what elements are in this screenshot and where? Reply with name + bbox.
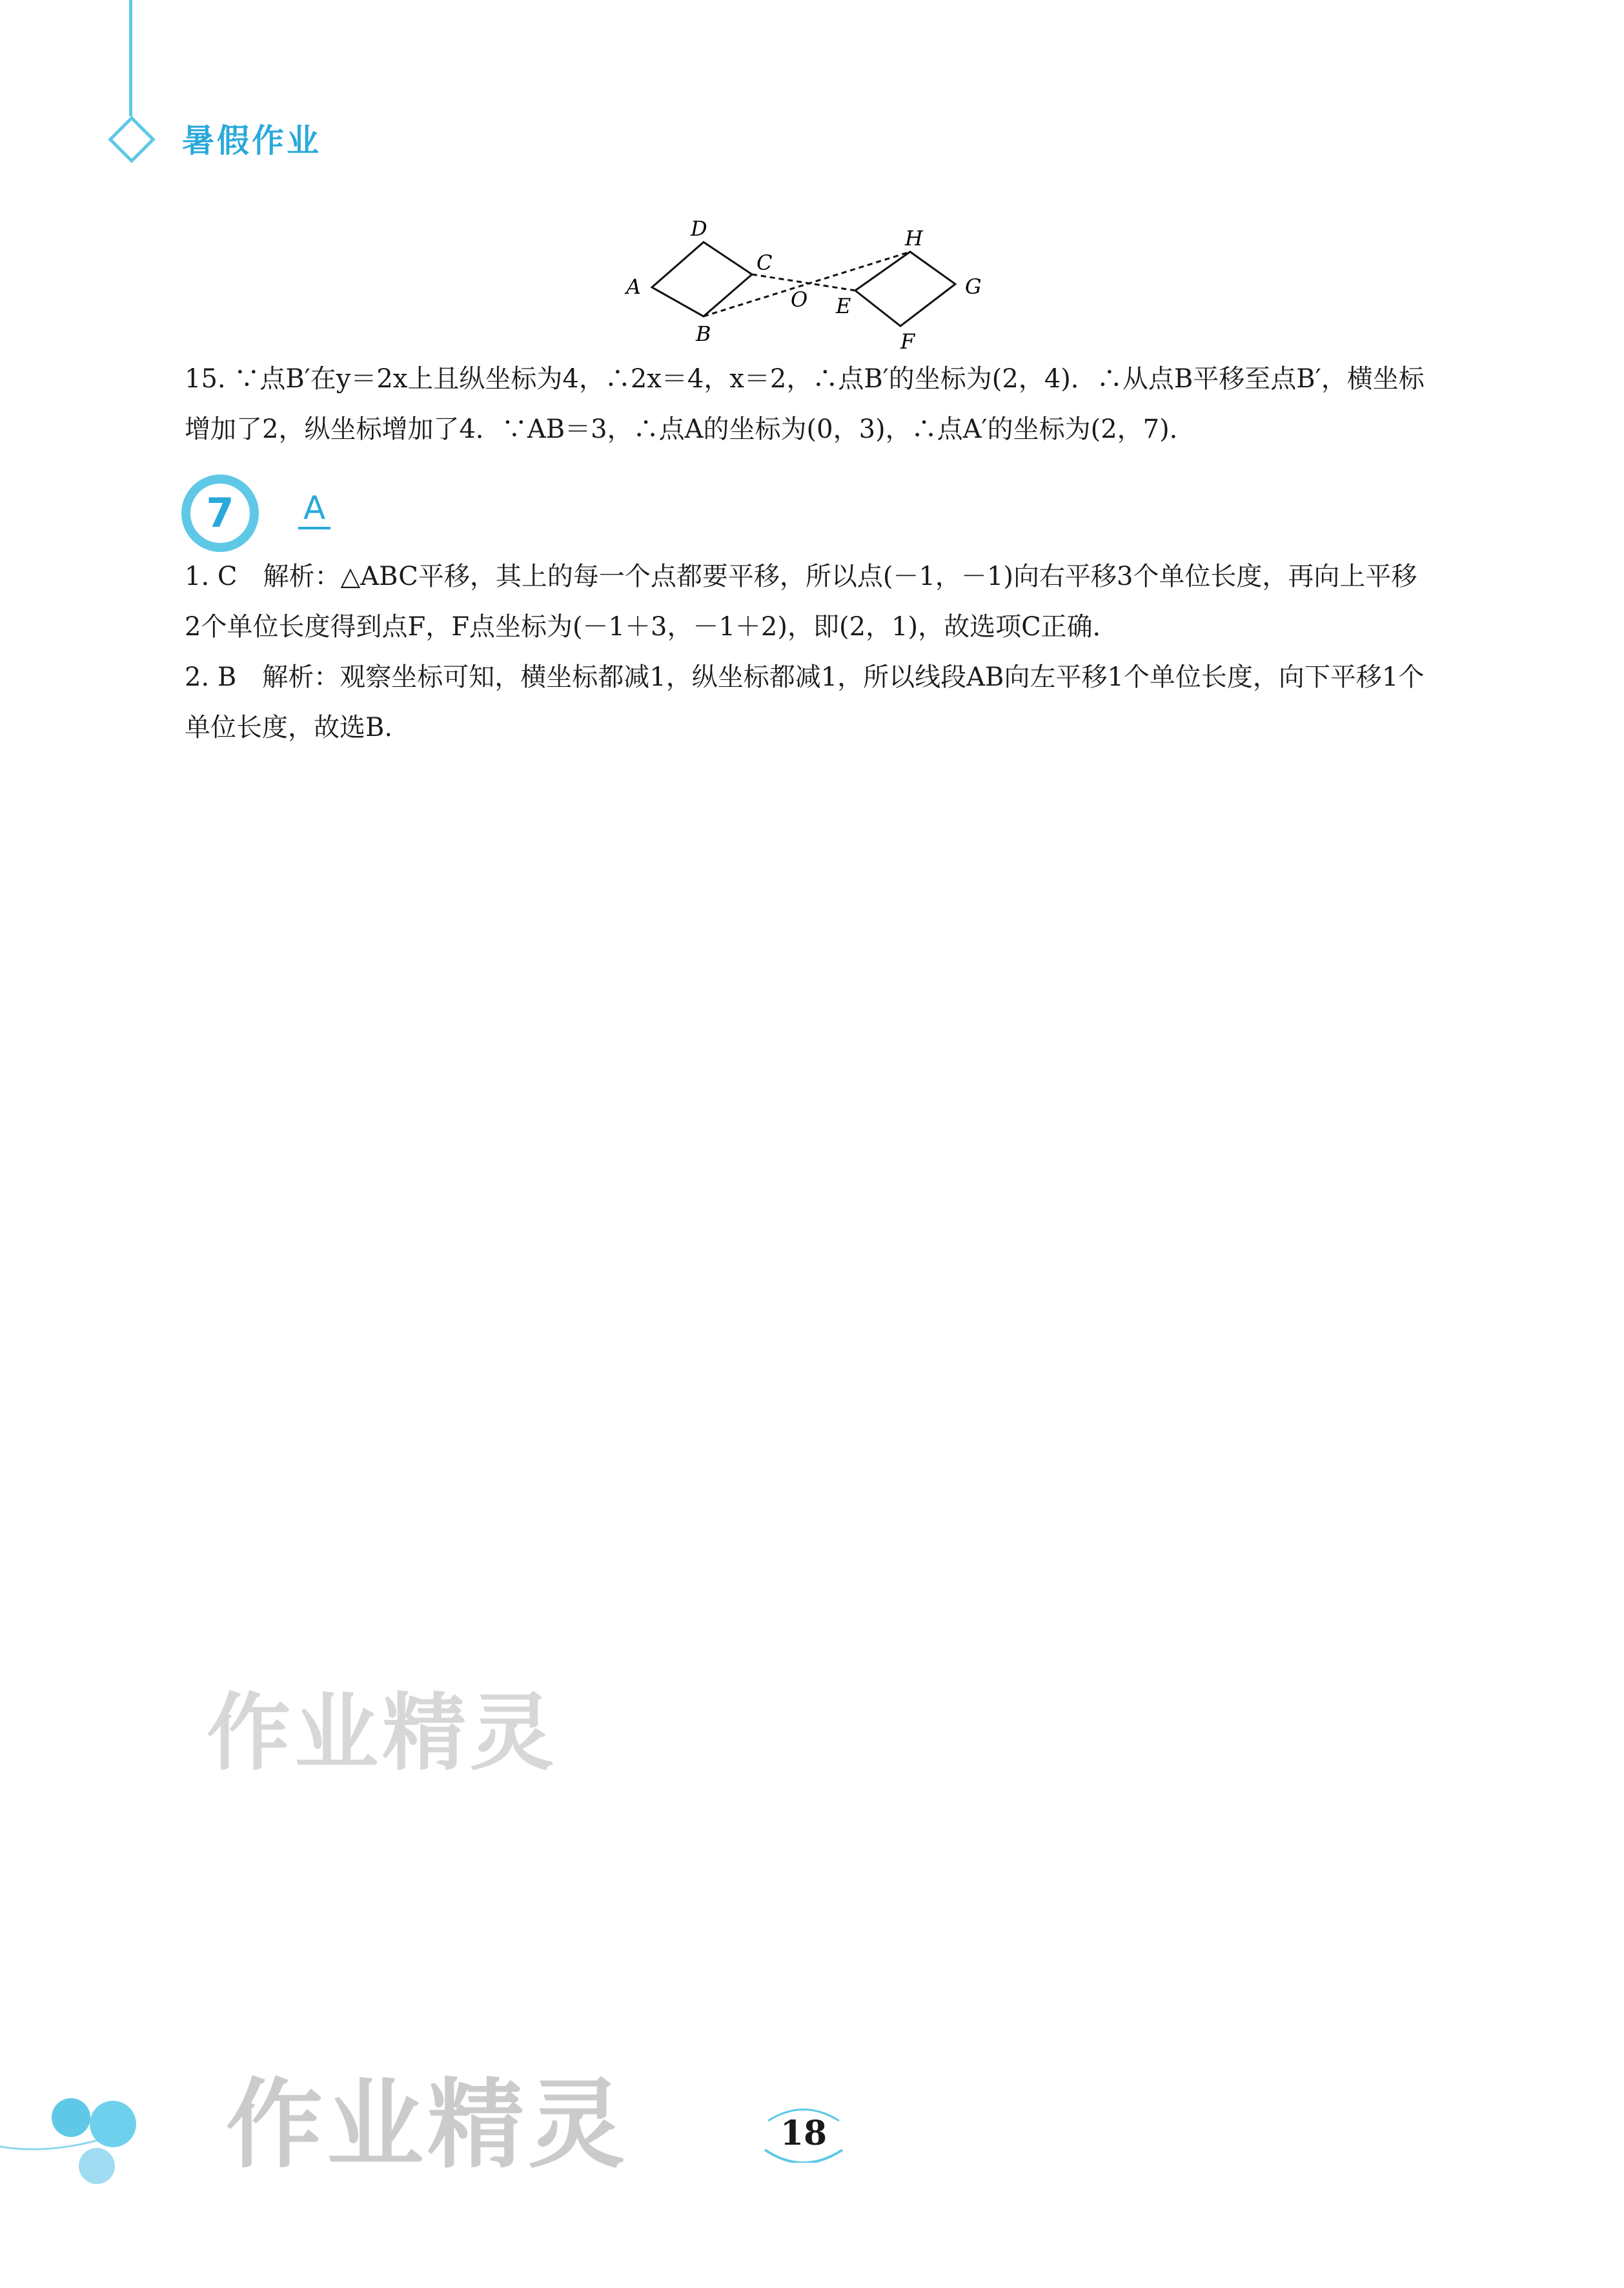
label-C: C: [756, 250, 773, 275]
item-15: 15. ∵点B′在y＝2x上且纵坐标为4，∴2x＝4，x＝2，∴点B′的坐标为(2，4)．∴从点B平移至点B′，横坐标增加了2，纵坐标增加了4．∵AB＝3，∴点A的坐标为(0，3)，∴点A′的坐标为(2，7)．: [185, 364, 1425, 444]
translation-figure: [607, 213, 1020, 355]
section-number: 7: [206, 489, 234, 536]
section-letter: A: [298, 489, 330, 529]
page-number: [755, 2105, 852, 2163]
header-title: 暑假作业: [182, 122, 321, 159]
item-2: 2. B 解析：观察坐标可知，横坐标都减1，纵坐标都减1，所以线段AB向左平移1个单位长度，向下平移1个单位长度，故选B.: [185, 662, 1425, 742]
header-line: [129, 0, 132, 116]
answer-content: [185, 354, 1430, 753]
label-H: H: [905, 226, 923, 250]
section-badge: [178, 471, 262, 555]
page-number-text: 18: [780, 2114, 827, 2153]
label-G: G: [965, 274, 982, 299]
watermark: 作业精灵: [207, 1684, 558, 1782]
item-1: 1. C 解析：△ABC平移，其上的每一个点都要平移，所以点(－1，－1)向右平移3个单位长度，再向上平移2个单位长度得到点F，F点坐标为(－1＋3，－1＋2)，即(2，1)，故选项C正确．: [185, 562, 1417, 642]
label-D: D: [691, 216, 707, 241]
label-A: A: [626, 274, 642, 299]
label-B: B: [696, 322, 711, 346]
watermark-footer: 作业精灵: [226, 2069, 629, 2181]
section-spacer: [185, 455, 1430, 551]
corner-decoration: [0, 2085, 168, 2201]
label-E: E: [836, 294, 851, 318]
label-F: F: [900, 329, 915, 354]
diamond-icon: [108, 116, 156, 163]
label-O: O: [791, 287, 808, 312]
